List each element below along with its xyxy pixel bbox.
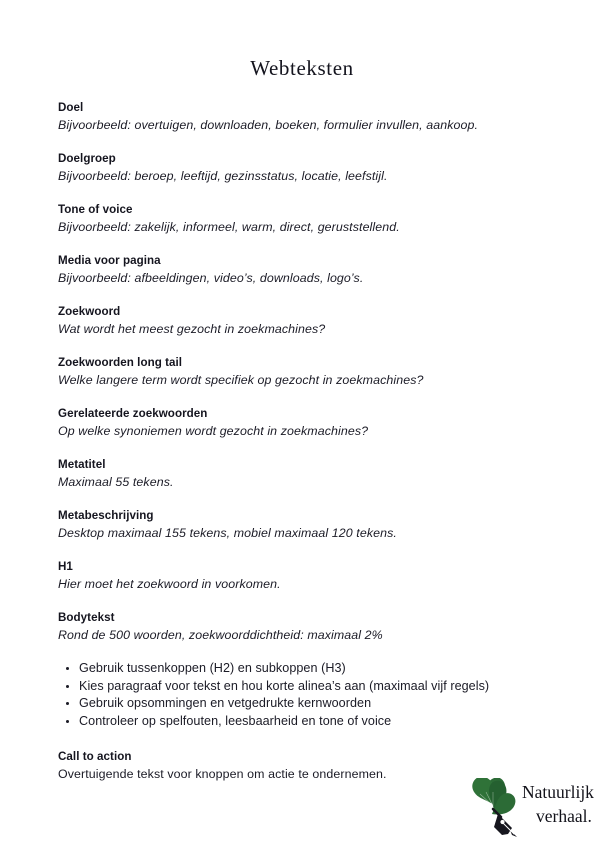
list-item — [58, 678, 548, 696]
section-zoekwoorden-long-tail — [58, 355, 548, 389]
section-value: Bijvoorbeeld: afbeeldingen, video’s, downloads, logo’s. — [58, 271, 364, 285]
section-label: Doelgroep — [58, 152, 116, 165]
logo-line-2: verhaal. — [536, 806, 592, 826]
section-label: Doel — [58, 101, 84, 114]
section-doel — [58, 100, 548, 134]
section-value: Maximaal 55 tekens. — [58, 475, 174, 489]
section-h1 — [58, 559, 548, 593]
section-label: H1 — [58, 560, 73, 573]
ginkgo-pen-logo-icon — [460, 778, 526, 840]
list-item-label: Kies paragraaf voor tekst en hou korte alinea’s aan (maximaal vijf regels) — [79, 678, 490, 693]
section-label: Zoekwoord — [58, 305, 121, 318]
logo-line-1: Natuurlijk — [522, 782, 594, 802]
section-label: Call to action — [58, 750, 132, 763]
section-value: Welke langere term wordt specifiek op gezocht in zoekmachines? — [58, 373, 424, 387]
section-value: Bijvoorbeeld: beroep, leeftijd, gezinsstatus, locatie, leefstijl. — [58, 169, 388, 183]
section-label: Metatitel — [58, 458, 106, 471]
section-bodytekst — [58, 610, 548, 730]
list-item — [58, 660, 548, 678]
list-item-label: Controleer op spelfouten, leesbaarheid en tone of voice — [79, 713, 392, 728]
section-value: Bijvoorbeeld: overtuigen, downloaden, boeken, formulier invullen, aankoop. — [58, 118, 478, 132]
bullet-icon — [66, 720, 69, 723]
section-label: Metabeschrijving — [58, 509, 154, 522]
section-doelgroep — [58, 151, 548, 185]
section-label: Media voor pagina — [58, 254, 161, 267]
document-body — [58, 100, 548, 800]
section-value: Wat wordt het meest gezocht in zoekmachines? — [58, 322, 326, 336]
section-metatitel — [58, 457, 548, 491]
section-value: Overtuigende tekst voor knoppen om actie te ondernemen. — [58, 767, 387, 781]
list-item — [58, 713, 548, 731]
section-label: Tone of voice — [58, 203, 133, 216]
logo-wordmark — [522, 780, 604, 828]
brand-logo — [460, 776, 604, 846]
bullet-icon — [66, 702, 69, 705]
section-value: Bijvoorbeeld: zakelijk, informeel, warm, direct, geruststellend. — [58, 220, 400, 234]
section-value: Rond de 500 woorden, zoekwoorddichtheid: maximaal 2% — [58, 628, 383, 642]
section-zoekwoord — [58, 304, 548, 338]
section-value: Hier moet het zoekwoord in voorkomen. — [58, 577, 281, 591]
bodytekst-bullet-list — [58, 660, 548, 730]
section-tone-of-voice — [58, 202, 548, 236]
section-metabeschrijving — [58, 508, 548, 542]
bullet-icon — [66, 667, 69, 670]
section-media-voor-pagina — [58, 253, 548, 287]
page-title: Webteksten — [250, 56, 354, 80]
section-label: Bodytekst — [58, 611, 115, 624]
list-item — [58, 695, 548, 713]
bullet-icon — [66, 685, 69, 688]
section-gerelateerde-zoekwoorden — [58, 406, 548, 440]
list-item-label: Gebruik opsommingen en vetgedrukte kernwoorden — [79, 696, 372, 710]
section-value: Op welke synoniemen wordt gezocht in zoekmachines? — [58, 424, 369, 438]
section-label: Gerelateerde zoekwoorden — [58, 407, 208, 420]
list-item-label: Gebruik tussenkoppen (H2) en subkoppen (H3) — [79, 661, 346, 675]
section-value: Desktop maximaal 155 tekens, mobiel maximaal 120 tekens. — [58, 526, 397, 540]
section-label: Zoekwoorden long tail — [58, 356, 183, 369]
